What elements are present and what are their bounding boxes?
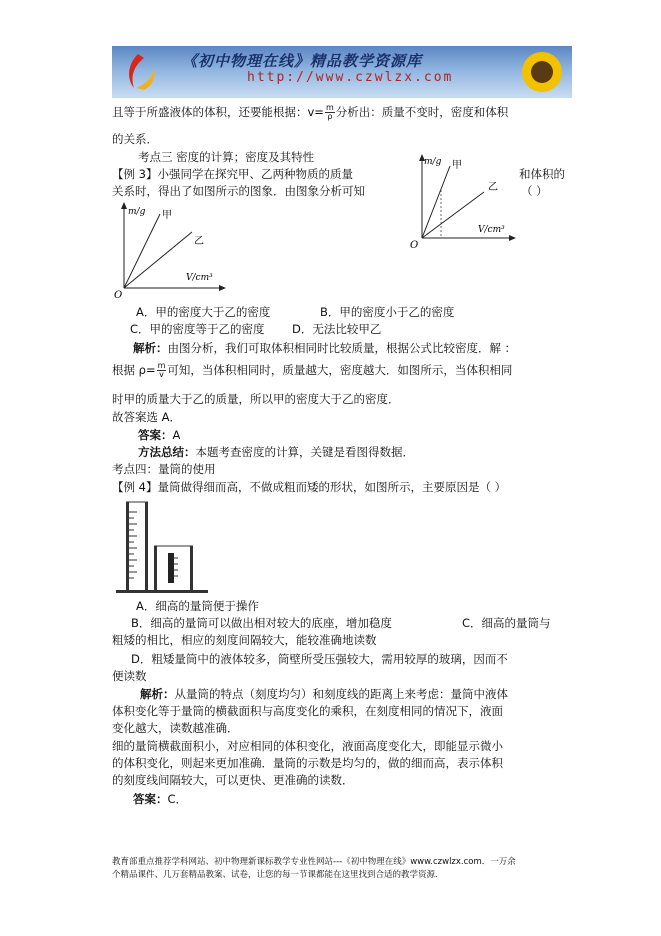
footer-line: 个精品课件、几万套精品教案、试卷，让您的每一节课都能在这里找到合适的教学资源． (112, 870, 444, 880)
option-a: A．甲的密度大于乙的密度 (136, 305, 271, 319)
graph-xlabel: V/cm³ (186, 273, 213, 283)
option-c-continued: 粗矮的相比，相应的刻度间隔较大，能较准确地读数 (112, 633, 377, 647)
fraction: $\frac{m}{v}$ (157, 361, 166, 379)
graph-line2-label: 乙 (488, 182, 498, 193)
graph-line1-label: 甲 (162, 210, 172, 221)
density-graph-right (408, 152, 518, 252)
graph-line2-label: 乙 (194, 236, 204, 247)
text-line: 和体积的 (519, 167, 565, 181)
graph-ylabel: m/g (424, 157, 442, 167)
analysis-line: 根据 ρ= $\frac{m}{v}$ 可知，当体积相同时，质量越大，密度越大．如图所示，当体积相同 (112, 361, 513, 379)
text-line: 【例 3】小强同学在探究甲、乙两种物质的质量 (112, 167, 353, 181)
option-c: C．细高的量筒与 (462, 616, 551, 630)
analysis-line: 解析：由图分析，我们可取体积相同时比较质量，根据公式比较密度．解 ： (133, 341, 517, 355)
answer-line: 答案：A (138, 428, 181, 442)
banner-url: http://www.czwlzx.com (247, 70, 454, 85)
text-line: 关系时，得出了如图所示的图象．由图象分析可知 (112, 184, 365, 198)
density-graph-left (112, 200, 232, 300)
analysis-line: 的体积变化，则起来更加准确．量筒的示数是均匀的，做的细而高，表示体积 (112, 756, 503, 770)
option-b: B．细高的量筒可以做出相对较大的底座，增加稳度 (131, 616, 392, 630)
graph-xlabel: V/cm³ (478, 225, 505, 235)
analysis-line: 时甲的质量大于乙的质量，所以甲的密度大于乙的密度． (112, 392, 400, 406)
measuring-cylinders-figure (112, 498, 212, 594)
option-d: D．无法比较甲乙 (292, 322, 382, 336)
banner-title: 《初中物理在线》精品教学资源库 (182, 52, 423, 70)
graph-origin: O (114, 290, 123, 300)
section-heading: 考点四：量筒的使用 (112, 462, 216, 476)
graph-ylabel: m/g (128, 207, 146, 217)
analysis-line: 故答案选 A． (112, 410, 182, 424)
analysis-line: 变化越大，读数越准确． (112, 721, 239, 735)
answer-line: 答案：C． (133, 792, 188, 806)
footer-line: 教育部重点推荐学科网站、初中物理新课标教学专业性网站---《初中物理在线》www.czwlzx.com．一万余 (112, 857, 516, 867)
option-b: B．甲的密度小于乙的密度 (320, 305, 455, 319)
section-heading: 考点三 密度的计算；密度及其特性 (138, 150, 315, 164)
option-c: C．甲的密度等于乙的密度 (130, 322, 265, 336)
method-summary: 方法总结：本题考查密度的计算，关键是看图得数据． (138, 445, 414, 459)
example-line: 【例 4】量筒做得细而高，不做成粗而矮的形状，如图所示，主要原因是（ ） (112, 480, 507, 494)
answer-bracket: （ ） (521, 184, 548, 198)
graph-origin: O (410, 240, 419, 251)
logo-icon (120, 50, 160, 94)
header-banner (112, 46, 572, 98)
text-line: 的关系． (112, 132, 158, 146)
graph-line1-label: 甲 (452, 160, 462, 171)
analysis-line: 细的量筒横截面积小，对应相同的体积变化，液面高度变化大，即能显示微小 (112, 739, 503, 753)
option-d-continued: 便读数 (112, 669, 147, 683)
option-a: A．细高的量筒便于操作 (136, 599, 259, 613)
analysis-line: 体积变化等于量筒的横截面积与高度变化的乘积，在刻度相同的情况下，液面 (112, 704, 503, 718)
analysis-line: 解析：从量筒的特点（刻度均匀）和刻度线的距离上来考虑：量筒中液体 (140, 687, 508, 701)
sunflower-icon (512, 46, 572, 98)
analysis-line: 的刻度线间隔较大，可以更快、更准确的读数． (112, 773, 354, 787)
fraction: $\frac{m}{\rho}$ (325, 103, 334, 121)
option-d: D．粗矮量筒中的液体较多，筒壁所受压强较大，需用较厚的玻璃，因而不 (131, 652, 508, 666)
text-line: 且等于所盛液体的体积，还要能根据：v= $\frac{m}{\rho}$ 分析出：质量不变时，密度和体积 (112, 103, 509, 121)
